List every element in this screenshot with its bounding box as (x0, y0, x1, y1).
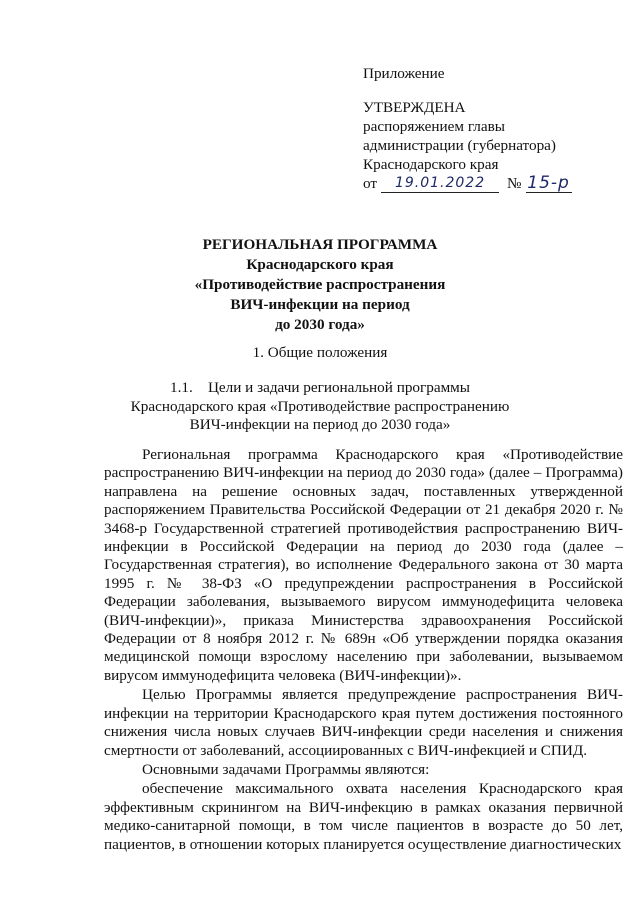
approval-block (363, 64, 623, 193)
paragraph: Региональная программа Краснодарского края «Противодействие распространению ВИЧ-инфекции на период до 2030 года» (далее – Программа) направлена на решение основных задач, поставленных утвержденной распоряжением Правительства Российской Федерации от 21 декабря 2020 г. № 3468-р Государственной стратегией противодействия распространению ВИЧ-инфекции в Российской Федерации на период до 2030 года (далее – Государственная стратегия), во исполнение Федерального закона от 30 марта 1995 г. № 38-ФЗ «О предупреждении распространения в Российской Федерации заболевания, вызываемого вирусом иммунодефицита человека (ВИЧ-инфекции)», приказа Министерства здравоохранения Российской Федерации от 8 ноября 2012 г. № 689н «Об утверждении порядка оказания медицинской помощи взрослому населению при заболевании, вызываемом вирусом иммунодефицита человека (ВИЧ-инфекции)». (104, 446, 623, 684)
handwritten-number: 15-р (527, 173, 570, 193)
body-text (104, 446, 623, 854)
subsection-line-1: 1.1. Цели и задачи региональной программы (169, 379, 470, 396)
approval-line-1: распоряжением главы (363, 118, 505, 135)
title-line-3: «Противодействие распространения (194, 276, 446, 293)
section-heading: 1. Общие положения (252, 344, 388, 361)
subsection-line-3: ВИЧ-инфекции на период до 2030 года» (189, 416, 451, 433)
approval-line-3: Краснодарского края (363, 156, 499, 173)
paragraph: обеспечение максимального охвата населения Краснодарского края эффективным скринингом на ВИЧ-инфекцию в рамках оказания первичной медико-санитарной помощи, в том числе пациентов в возрасте до 50 лет, пациентов, в отношении которых планируется осуществление диагностических (104, 780, 623, 853)
approval-line-2: администрации (губернатора) (363, 137, 556, 154)
number-label: № (507, 175, 522, 192)
paragraph: Целью Программы является предупреждение распространения ВИЧ-инфекции на территории Краснодарского края путем достижения постоянного снижения числа новых случаев ВИЧ-инфекции среди населения и снижения смертности от заболеваний, ассоциированных с ВИЧ-инфекцией и СПИД. (104, 686, 623, 759)
from-label: от (363, 175, 378, 192)
annex-label: Приложение (363, 65, 445, 82)
title-line-4: ВИЧ-инфекции на период (230, 296, 410, 313)
paragraph: Основными задачами Программы являются: (142, 760, 430, 778)
title-line-1: РЕГИОНАЛЬНАЯ ПРОГРАММА (202, 236, 438, 253)
handwritten-date: 19.01.2022 (381, 175, 499, 193)
subsection-line-2: Краснодарского края «Противодействие распространению (130, 397, 510, 415)
approved-label: УТВЕРЖДЕНА (363, 99, 466, 116)
title-line-2: Краснодарского края (246, 256, 394, 273)
subsection-heading (120, 379, 520, 435)
title-line-5: до 2030 года» (275, 316, 365, 333)
program-title (150, 235, 490, 335)
date-number-line (363, 174, 623, 193)
